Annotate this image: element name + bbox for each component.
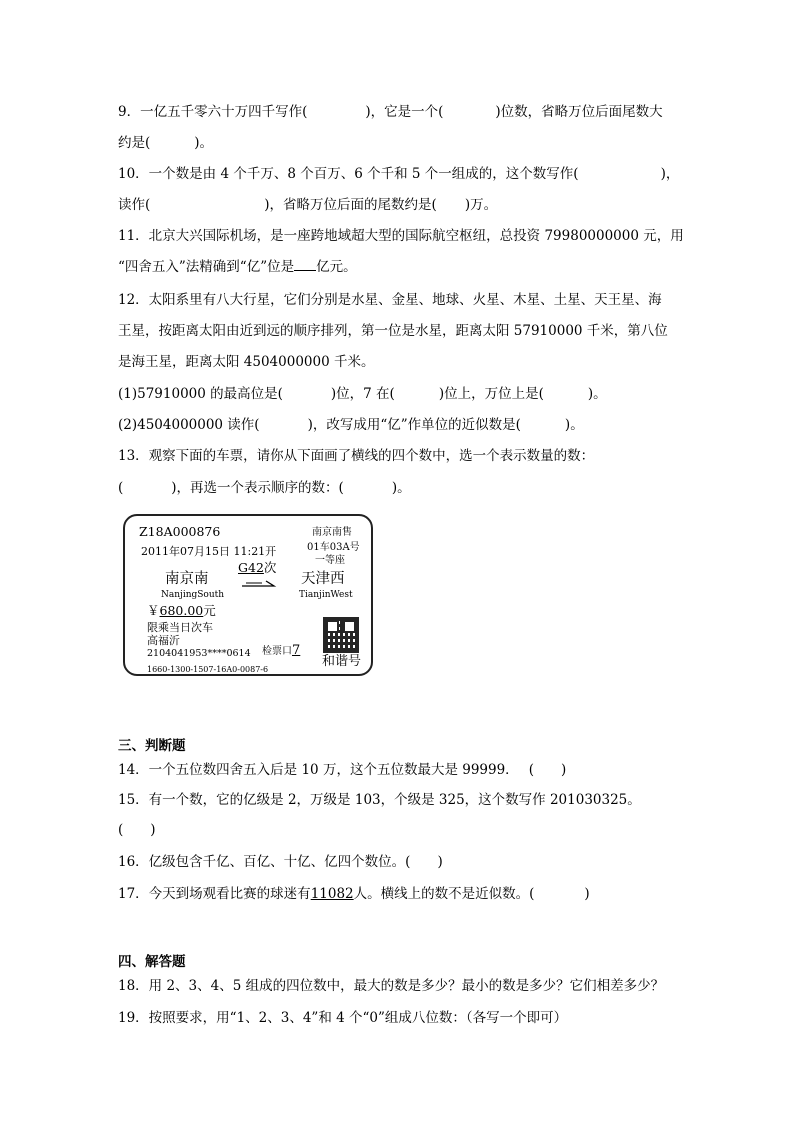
q12-text-a: 12．太阳系里有八大行星，它们分别是水星、金星、地球、火星、木星、土星、天王星、海 xyxy=(118,292,662,308)
section-3-title: 三、判断题 xyxy=(118,738,186,754)
question-12-line-2 xyxy=(118,321,668,341)
ticket-gate: 7 xyxy=(292,643,301,658)
ticket-gate-wrap xyxy=(262,644,300,657)
q9-text-a: 9．一亿五千零六十万四千写作( xyxy=(118,104,308,120)
ticket-price-symbol: ￥ xyxy=(147,603,160,618)
question-11-line-1 xyxy=(118,226,684,246)
ticket-car-seat: 01车03A号 xyxy=(307,542,360,553)
qr-code-icon xyxy=(323,617,359,653)
q12-sub1-a: (1)57910000 的最高位是( xyxy=(118,386,283,402)
q12-sub1-c: )位上，万位上是( xyxy=(438,386,544,402)
question-18 xyxy=(118,976,664,996)
ticket-from-en: NanjingSouth xyxy=(161,590,225,600)
q10-text-b: )， xyxy=(660,166,680,182)
question-12-sub-2 xyxy=(118,415,584,435)
q11-text-b: “四舍五入”法精确到“亿”位是 xyxy=(118,259,295,275)
ticket-train-suffix: 次 xyxy=(263,560,277,575)
q13-text-b: ( xyxy=(118,480,124,496)
q12-sub1-d: )。 xyxy=(587,386,607,402)
ticket-price: 680.00 xyxy=(159,603,204,618)
q14-text: 14．一个五位数四舍五入后是 10 万，这个五位数最大是 99999． xyxy=(118,762,519,778)
q15-answer-paren: ( ) xyxy=(118,822,156,838)
q17-text-a: 17．今天到场观看比赛的球迷有 xyxy=(118,886,311,902)
question-15 xyxy=(118,790,641,810)
q9-text-b: )，它是一个( xyxy=(365,104,444,120)
q19-text: 19．按照要求，用“1、2、3、4”和 4 个“0”组成八位数：（各写一个即可） xyxy=(118,1010,568,1026)
q11-text-a: 11．北京大兴国际机场，是一座跨地域超大型的国际航空枢纽，总投资 79980000000 元，用 xyxy=(118,228,684,244)
q16-text: 16．亿级包含千亿、百亿、十亿、亿四个数位。( ) xyxy=(118,854,443,870)
ticket-notice: 限乘当日次车 xyxy=(147,621,213,634)
q11-answer-blank[interactable] xyxy=(294,258,316,271)
q10-text-e: )万。 xyxy=(464,197,498,213)
ticket-train-wrap xyxy=(238,562,276,575)
question-13-line-2 xyxy=(118,478,411,498)
q18-text: 18．用 2、3、4、5 组成的四位数中，最大的数是多少？最小的数是多少？它们相差多少？ xyxy=(118,978,665,994)
ticket-passenger-id: 2104041953****0614 xyxy=(147,648,251,659)
question-15-answer xyxy=(118,820,156,840)
ticket-passenger-name: 高福沂 xyxy=(147,634,180,647)
q13-text-c: )，再选一个表示顺序的数：( xyxy=(171,480,344,496)
ticket-gate-label: 检票口 xyxy=(262,646,292,657)
q12-text-c: 是海王星，距离太阳 4504000000 千米。 xyxy=(118,354,375,370)
question-14 xyxy=(118,760,566,780)
question-12-sub-1 xyxy=(118,384,607,404)
q14-answer-paren: ( ) xyxy=(528,762,567,778)
q9-text-d: 约是( xyxy=(118,135,151,151)
question-11-line-2 xyxy=(118,257,357,277)
q15-text: 15．有一个数，它的亿级是 2，万级是 103，个级是 325，这个数写作 201030325。 xyxy=(118,792,641,808)
train-ticket xyxy=(123,514,373,676)
question-9-line-1 xyxy=(118,102,663,122)
question-10-line-2 xyxy=(118,195,497,215)
section-4-title: 四、解答题 xyxy=(118,954,186,970)
ticket-station-office: 南京南售 xyxy=(312,527,352,538)
q12-sub2-b: )，改写成用“亿”作单位的近似数是( xyxy=(307,417,521,433)
q11-text-c: 亿元。 xyxy=(316,259,357,275)
ticket-serial: 1660-1300-1507-16A0-0087-6 xyxy=(147,665,269,674)
q17-text-c: ) xyxy=(584,886,590,902)
q12-sub1-b: )位，7 在( xyxy=(330,386,395,402)
ticket-code: Z18A000876 xyxy=(139,524,221,539)
ticket-from-cn: 南京南 xyxy=(165,571,209,587)
question-16 xyxy=(118,852,443,872)
q12-text-b: 王星，按距离太阳由近到远的顺序排列，第一位是水星，距离太阳 57910000 千米，第八位 xyxy=(118,323,668,339)
q17-underlined-number: 11082 xyxy=(310,886,354,902)
ticket-to-cn: 天津西 xyxy=(301,571,345,587)
q12-sub2-c: )。 xyxy=(564,417,584,433)
q9-text-e: )。 xyxy=(194,135,214,151)
q12-sub2-a: (2)4504000000 读作( xyxy=(118,417,260,433)
q13-text-d: )。 xyxy=(391,480,411,496)
ticket-seat-class: 一等座 xyxy=(315,555,345,566)
q10-text-d: )，省略万位后面的尾数约是( xyxy=(264,197,437,213)
ticket-price-wrap xyxy=(147,605,216,618)
q10-text-a: 10．一个数是由 4 个千万、8 个百万、6 个千和 5 个一组成的，这个数写作( xyxy=(118,166,579,182)
question-13-line-1 xyxy=(118,446,594,466)
q17-text-b: 人。横线上的数不是近似数。( xyxy=(353,886,535,902)
ticket-datetime: 2011年07月15日 11:21开 xyxy=(141,545,277,558)
ticket-brand: 和谐号 xyxy=(322,654,362,669)
q9-text-c: )位数，省略万位后面尾数大 xyxy=(495,104,663,120)
arrow-icon xyxy=(240,578,280,588)
question-19 xyxy=(118,1008,567,1028)
question-10-line-1 xyxy=(118,164,679,184)
ticket-train-number: G42 xyxy=(238,560,264,575)
question-12-line-1 xyxy=(118,290,662,310)
q13-text-a: 13．观察下面的车票，请你从下面画了横线的四个数中，选一个表示数量的数： xyxy=(118,448,595,464)
question-17 xyxy=(118,884,590,904)
question-12-line-3 xyxy=(118,352,374,372)
ticket-price-unit: 元 xyxy=(203,603,216,618)
q10-text-c: 读作( xyxy=(118,197,151,213)
ticket-to-en: TianjinWest xyxy=(299,590,353,600)
question-9-line-2 xyxy=(118,133,213,153)
